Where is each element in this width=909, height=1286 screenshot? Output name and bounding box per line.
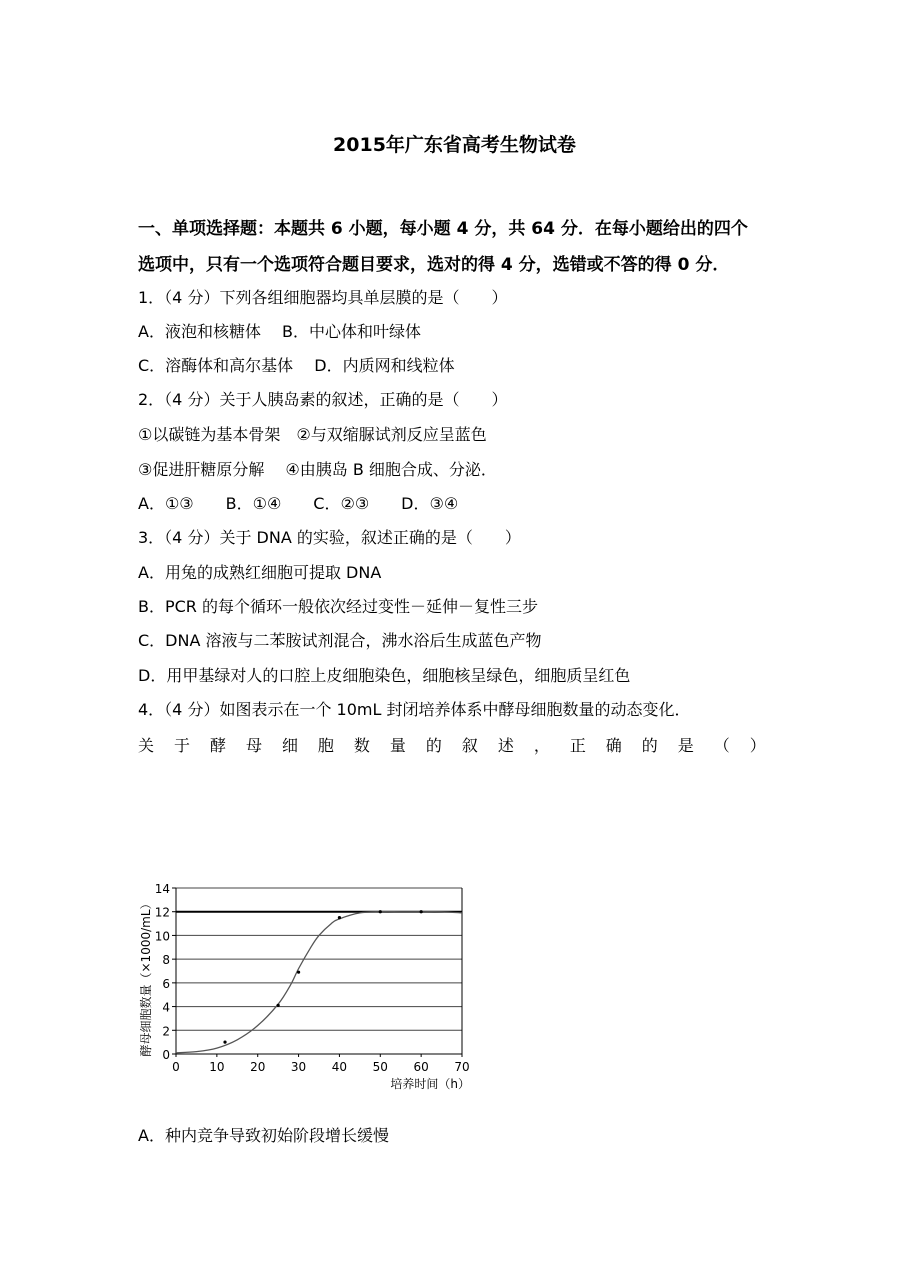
question-3-option-d: D．用甲基绿对人的口腔上皮细胞染色，细胞核呈绿色，细胞质呈红色 [138, 666, 631, 685]
x-tick-label: 20 [250, 1060, 266, 1074]
stem-char: 是 [677, 736, 694, 755]
data-point [297, 971, 300, 974]
stem-char: 正 [569, 736, 586, 755]
question-3-stem: 3．（4 分）关于 DNA 的实验，叙述正确的是（ ） [138, 528, 521, 547]
stem-char: （ [713, 736, 730, 755]
question-2-stem: 2．（4 分）关于人胰岛素的叙述，正确的是（ ） [138, 390, 508, 409]
question-2-statements-2: ③促进肝糖原分解 ④由胰岛 B 细胞合成、分泌． [138, 460, 497, 479]
stem-char: 母 [245, 736, 262, 755]
stem-char: ， [533, 736, 550, 755]
page-title: 2015年广东省高考生物试卷 [333, 134, 576, 156]
question-4-option-a: A．种内竞争导致初始阶段增长缓慢 [138, 1126, 389, 1145]
x-tick-label: 60 [413, 1060, 429, 1074]
x-tick-label: 40 [331, 1060, 348, 1074]
stem-char: 细 [281, 736, 298, 755]
question-3-option-a: A．用兔的成熟红细胞可提取 DNA [138, 563, 382, 582]
stem-char: 数 [353, 736, 370, 755]
question-1-options-cd: C．溶酶体和高尔基体 D．内质网和线粒体 [138, 356, 455, 375]
question-3-option-c: C．DNA 溶液与二苯胺试剂混合，沸水浴后生成蓝色产物 [138, 631, 542, 650]
y-tick-label: 8 [162, 953, 170, 968]
stem-char: 于 [173, 736, 190, 755]
x-tick-label: 30 [290, 1060, 307, 1074]
section-heading-line-2: 选项中，只有一个选项符合题目要求，选对的得 4 分，选错或不答的得 0 分． [138, 255, 730, 275]
data-point [420, 910, 423, 913]
stem-char: 述 [497, 736, 514, 755]
yeast-growth-chart [138, 872, 483, 1097]
y-tick-label: 4 [162, 1000, 170, 1015]
y-axis-label: 酵母细胞数量（×1000/mL） [139, 897, 153, 1057]
data-point [379, 910, 382, 913]
question-4-stem: 4．（4 分）如图表示在一个 10mL 封闭培养体系中酵母细胞数量的动态变化． [138, 700, 691, 719]
stem-char: 确 [605, 736, 622, 755]
data-point [223, 1041, 226, 1044]
x-axis-label: 培养时间（h） [390, 1077, 470, 1091]
y-tick-label: 12 [154, 905, 170, 920]
stem-char: ） [749, 736, 766, 755]
question-1-options-ab: A．液泡和核糖体 B．中心体和叶绿体 [138, 322, 422, 341]
stem-char: 叙 [461, 736, 478, 755]
x-tick-label: 0 [172, 1060, 180, 1074]
y-tick-label: 10 [154, 929, 170, 944]
question-3-option-b: B．PCR 的每个循环一般依次经过变性－延伸－复性三步 [138, 597, 539, 616]
stem-char: 酵 [209, 736, 226, 755]
section-heading-line-1: 一、单项选择题：本题共 6 小题，每小题 4 分，共 64 分．在每小题给出的四个 [138, 219, 748, 239]
data-point [277, 1004, 280, 1007]
question-2-statements-1: ①以碳链为基本骨架 ②与双缩脲试剂反应呈蓝色 [138, 425, 487, 444]
x-tick-label: 10 [209, 1060, 225, 1074]
question-1-stem: 1．（4 分）下列各组细胞器均具单层膜的是（ ） [138, 288, 508, 307]
stem-char: 胞 [317, 736, 334, 755]
stem-char: 关 [138, 736, 155, 755]
stem-char: 的 [425, 736, 442, 755]
x-tick-label: 70 [454, 1060, 470, 1074]
y-tick-label: 14 [154, 882, 170, 896]
stem-char: 的 [641, 736, 658, 755]
data-point [338, 916, 341, 919]
y-tick-label: 0 [162, 1048, 170, 1062]
x-tick-label: 50 [372, 1060, 388, 1074]
growth-curve [176, 912, 462, 1053]
y-tick-label: 6 [162, 976, 170, 991]
question-4-stem-continued [138, 733, 766, 756]
question-2-options: A．①③ B．①④ C．②③ D．③④ [138, 494, 459, 513]
stem-char: 量 [389, 736, 406, 755]
y-tick-label: 2 [162, 1024, 170, 1039]
